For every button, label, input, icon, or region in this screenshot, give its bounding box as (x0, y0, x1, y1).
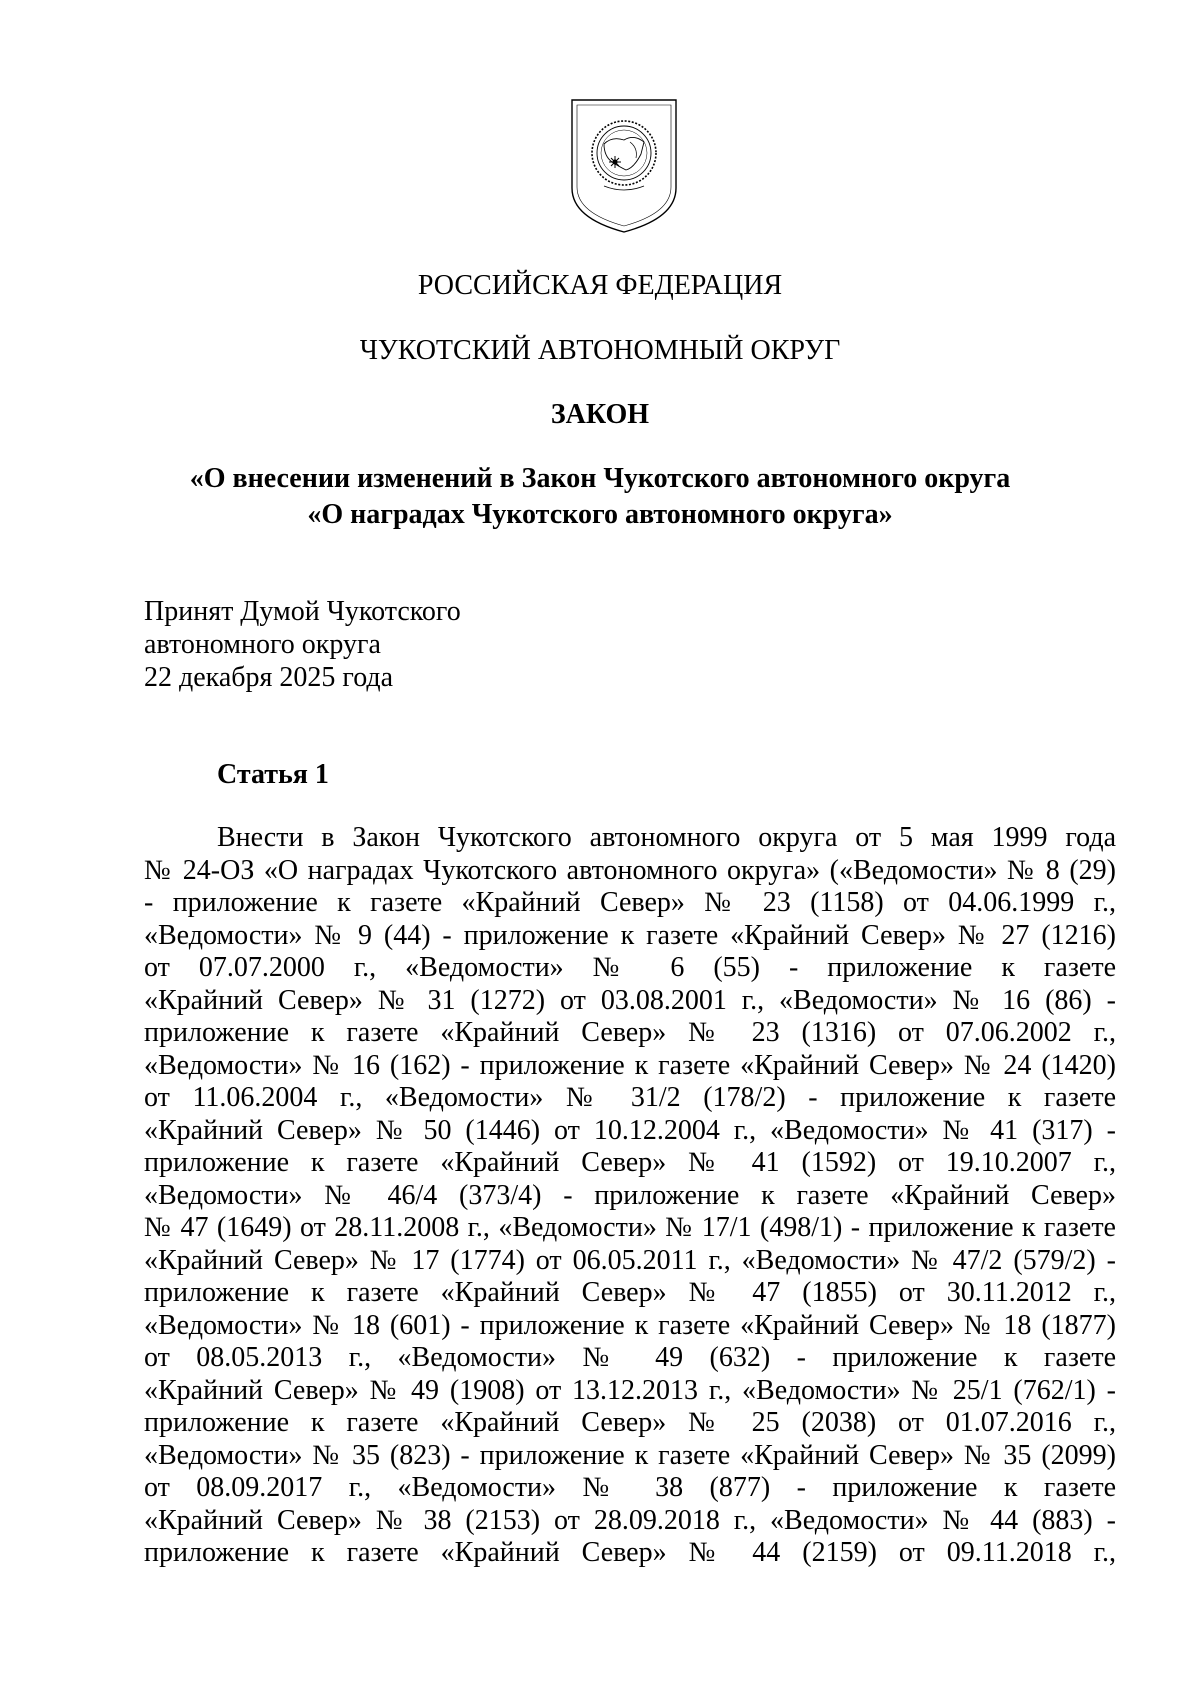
region-heading: ЧУКОТСКИЙ АВТОНОМНЫЙ ОКРУГ (359, 335, 841, 366)
article-text-line: приложение к газете «Крайний Север» № 41 (1592) от 19.10.2007 г., (144, 1147, 1116, 1178)
article-text-line: «Крайний Север» № 38 (2153) от 28.09.2018 г., «Ведомости» № 44 (883) - (144, 1504, 1116, 1536)
country-heading: РОССИЙСКАЯ ФЕДЕРАЦИЯ (417, 270, 783, 301)
article-text-line: «Ведомости» № 18 (601) - приложение к газете «Крайний Север» № 18 (1877) (144, 1309, 1116, 1341)
article-text-line: № 24-ОЗ «О наградах Чукотского автономного округа» («Ведомости» № 8 (29) (144, 854, 1116, 886)
law-title-line-2: «О наградах Чукотского автономного округа» (307, 499, 893, 530)
article-text-line: «Ведомости» № 9 (44) - приложение к газете «Крайний Север» № 27 (1216) (144, 919, 1116, 951)
article-text-line: от 08.05.2013 г., «Ведомости» № 49 (632) - приложение к газете (144, 1342, 1116, 1373)
law-title-line-1: «О внесении изменений в Закон Чукотского автономного округа (189, 463, 1011, 494)
article-text-line: № 47 (1649) от 28.11.2008 г., «Ведомости» № 17/1 (498/1) - приложение к газете (144, 1212, 1116, 1243)
adoption-info (144, 595, 461, 694)
adoption-date: 22 декабря 2025 года (144, 662, 394, 693)
article-text-line: - приложение к газете «Крайний Север» № 23 (1158) от 04.06.1999 г., (144, 887, 1116, 918)
document-type-heading: ЗАКОН (550, 399, 650, 430)
article-text-line: приложение к газете «Крайний Север» № 25 (2038) от 01.07.2016 г., (144, 1407, 1116, 1438)
article-text-line: от 11.06.2004 г., «Ведомости» № 31/2 (178/2) - приложение к газете (144, 1082, 1116, 1113)
article-text-line: «Крайний Север» № 50 (1446) от 10.12.2004 г., «Ведомости» № 41 (317) - (144, 1114, 1116, 1146)
article-text-line: приложение к газете «Крайний Север» № 44 (2159) от 09.11.2018 г., (144, 1537, 1116, 1568)
article-text-line: от 08.09.2017 г., «Ведомости» № 38 (877) - приложение к газете (144, 1472, 1116, 1503)
article-text-line: от 07.07.2000 г., «Ведомости» № 6 (55) - приложение к газете (144, 952, 1116, 983)
article-text-line: «Ведомости» № 35 (823) - приложение к газете «Крайний Север» № 35 (2099) (144, 1439, 1116, 1471)
article-text-line: «Крайний Север» № 31 (1272) от 03.08.2001 г., «Ведомости» № 16 (86) - (144, 984, 1116, 1016)
article-text-line: Внести в Закон Чукотского автономного округа от 5 мая 1999 года (217, 822, 1116, 853)
article-text-line: «Ведомости» № 16 (162) - приложение к газете «Крайний Север» № 24 (1420) (144, 1049, 1116, 1081)
adoption-line-1: Принят Думой Чукотского (144, 596, 461, 627)
article-text-line: приложение к газете «Крайний Север» № 47 (1855) от 30.11.2012 г., (144, 1277, 1116, 1308)
article-text-line: «Крайний Север» № 49 (1908) от 13.12.2013 г., «Ведомости» № 25/1 (762/1) - (144, 1374, 1116, 1406)
adoption-line-2: автономного округа (144, 629, 381, 660)
coat-of-arms-emblem (568, 96, 680, 236)
article-text-line: приложение к газете «Крайний Север» № 23 (1316) от 07.06.2002 г., (144, 1017, 1116, 1048)
article-body (144, 822, 1116, 1570)
article-heading: Статья 1 (217, 759, 329, 790)
article-text-line: «Ведомости» № 46/4 (373/4) - приложение к газете «Крайний Север» (144, 1179, 1116, 1211)
article-text-line: «Крайний Север» № 17 (1774) от 06.05.2011 г., «Ведомости» № 47/2 (579/2) - (144, 1244, 1116, 1276)
